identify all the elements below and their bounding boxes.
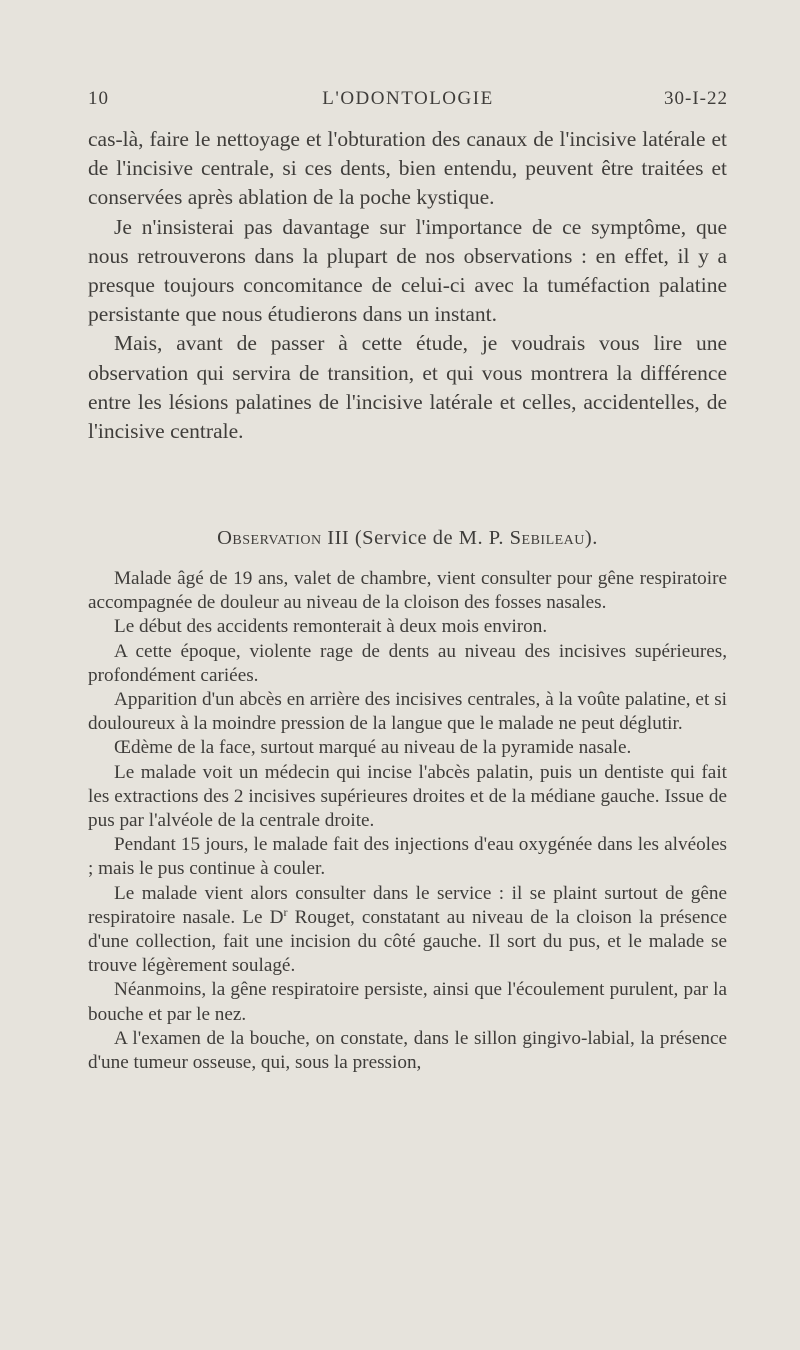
paragraph: Néanmoins, la gêne respiratoire persiste, ainsi que l'écoulement purulent, par la bouche et par le nez. bbox=[88, 979, 727, 1025]
superscript: r bbox=[283, 904, 288, 919]
paragraph: cas-là, faire le nettoyage et l'obturation des canaux de l'incisive latérale et de l'incisive centrale, si ces dents, bien entendu, peuvent être traitées et conservées après ablation de la poche kystique. bbox=[88, 127, 727, 210]
paragraph: Apparition d'un abcès en arrière des incisives centrales, à la voûte palatine, et si douloureux à la moindre pression de la langue que le malade ne peut déglutir. bbox=[88, 689, 727, 735]
service-prefix: (Service de M. P. bbox=[354, 527, 510, 549]
paragraph: A cette époque, violente rage de dents au niveau des incisives supérieures, profondément cariées. bbox=[88, 640, 727, 686]
observation-label: Observation III bbox=[217, 527, 350, 549]
running-header bbox=[88, 88, 728, 116]
service-suffix: ). bbox=[584, 527, 598, 549]
intro-text bbox=[88, 125, 727, 446]
journal-title: L'ODONTOLOGIE bbox=[322, 88, 494, 109]
observation-text bbox=[88, 567, 727, 1075]
paragraph: Je n'insisterai pas davantage sur l'importance de ce symptôme, que nous retrouverons dans la plupart de nos observations : en effet, il y a presque toujours concomitance de celui-ci avec la tuméfaction palatine persistante que nous étudierons dans un instant. bbox=[88, 214, 727, 327]
paragraph: Œdème de la face, surtout marqué au niveau de la pyramide nasale. bbox=[114, 737, 632, 759]
paragraph: Mais, avant de passer à cette étude, je voudrais vous lire une observation qui servira de transition, et qui vous montrera la différence entre les lésions palatines de l'incisive latérale et celles, accidentelles, de l'incisive centrale. bbox=[88, 331, 727, 444]
paragraph bbox=[88, 882, 727, 979]
text-run: Rouget, constatant au niveau de la cloison la présence d'une collection, fait une incision du côté gauche. Il sort du pus, et le malade se trouve légèrement soulagé. bbox=[88, 906, 727, 977]
surgeon-name: Sebileau bbox=[509, 527, 585, 549]
paragraph: Le malade voit un médecin qui incise l'abcès palatin, puis un dentiste qui fait les extractions des 2 incisives supérieures droites et de la médiane gauche. Issue de pus par l'alvéole de la centrale droite. bbox=[88, 761, 727, 832]
observation-heading bbox=[88, 527, 727, 550]
page-number: 10 bbox=[88, 88, 109, 109]
paragraph: Le début des accidents remonterait à deux mois environ. bbox=[114, 616, 548, 638]
text-run: Le malade vient alors consulter dans le service : il se plaint surtout de gêne respiratoire nasale. Le D bbox=[88, 882, 727, 928]
paragraph: A l'examen de la bouche, on constate, dans le sillon gingivo-labial, la présence d'une tumeur osseuse, qui, sous la pression, bbox=[88, 1027, 727, 1074]
issue-date: 30-I-22 bbox=[664, 88, 728, 109]
paragraph: Pendant 15 jours, le malade fait des injections d'eau oxygénée dans les alvéoles ; mais le pus continue à couler. bbox=[88, 834, 727, 880]
paragraph: Malade âgé de 19 ans, valet de chambre, vient consulter pour gêne respiratoire accompagnée de douleur au niveau de la cloison des fosses nasales. bbox=[88, 568, 727, 614]
